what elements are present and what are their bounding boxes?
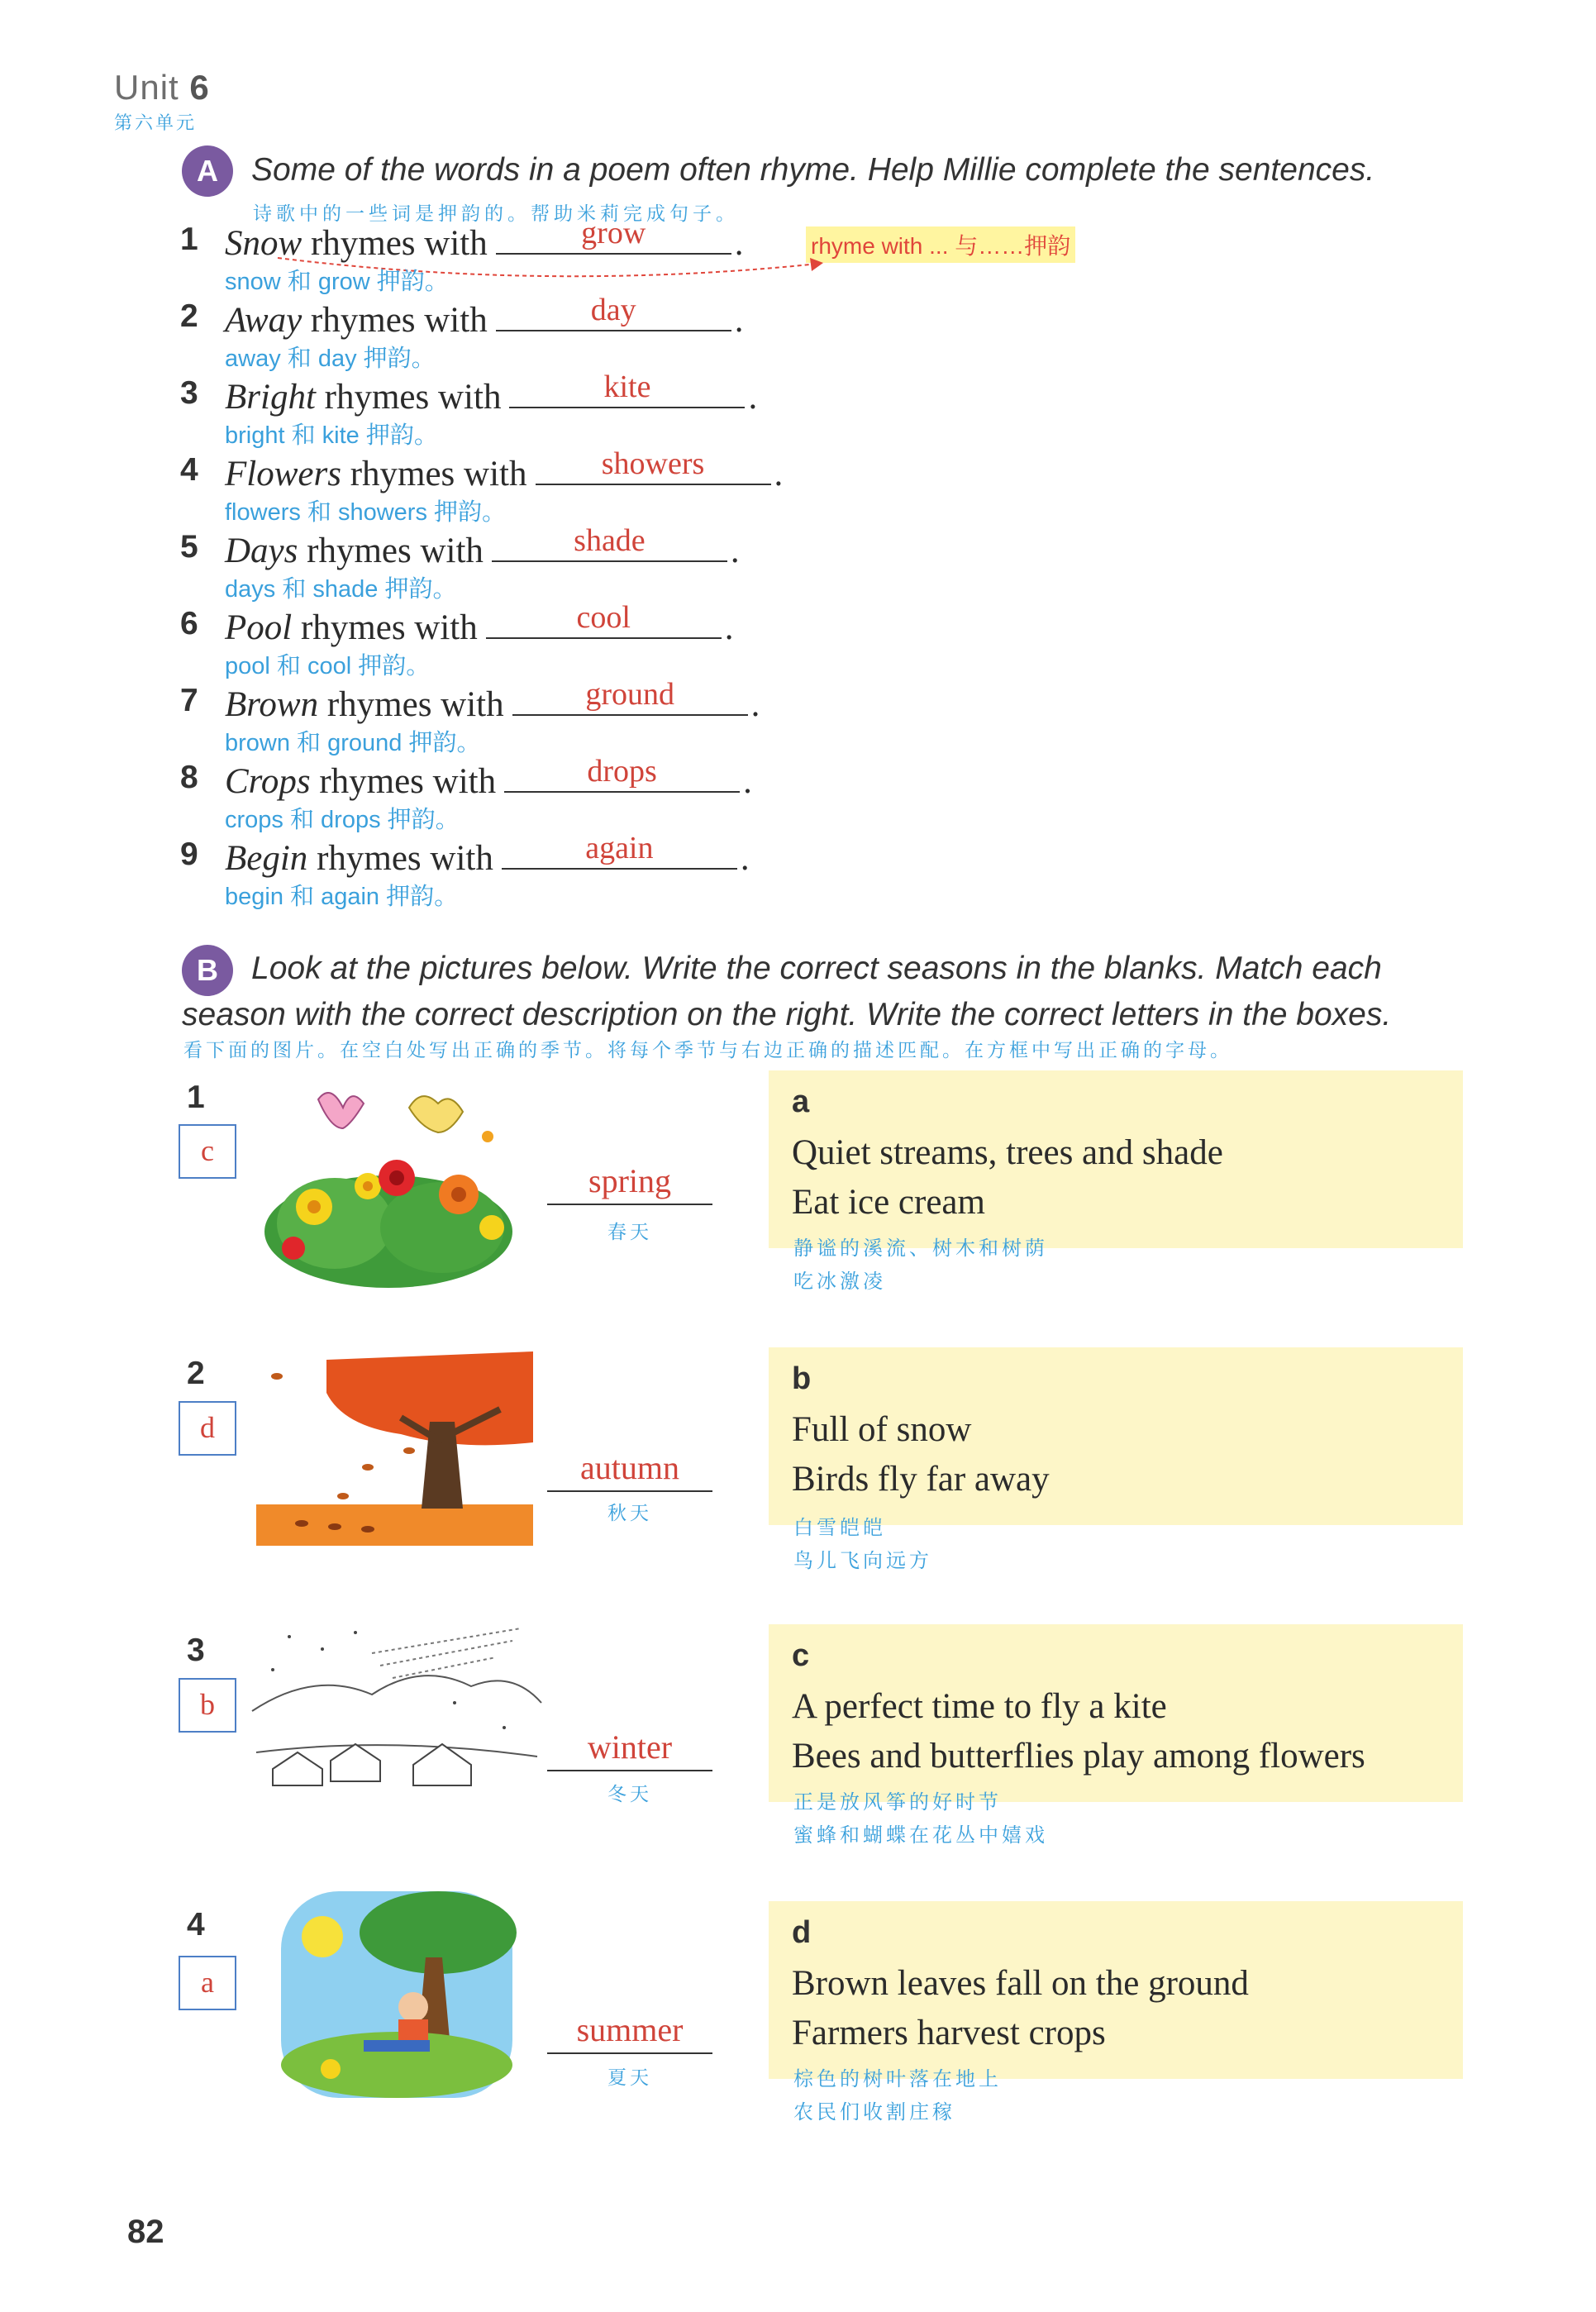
question-sentence — [225, 677, 760, 725]
question-sentence — [225, 293, 744, 341]
answer-text: day — [590, 293, 636, 327]
question-translation: crops 和 drops 押韵。 — [225, 807, 460, 833]
question-9 — [180, 831, 924, 913]
question-2 — [180, 293, 924, 374]
question-sentence — [225, 600, 734, 648]
description-line: Quiet streams, trees and shade — [792, 1133, 1223, 1172]
question-word: Bright — [225, 378, 316, 417]
page-number: 82 — [127, 2214, 164, 2250]
question-number: 9 — [180, 837, 198, 872]
description-zh: 静谧的溪流、树木和树荫 — [793, 1237, 1048, 1260]
winter-picture — [248, 1620, 545, 1802]
description-zh: 鸟儿飞向远方 — [793, 1549, 932, 1572]
description-zh: 白雪皑皑 — [793, 1516, 886, 1539]
question-7 — [180, 677, 924, 759]
description-zh: 正是放风筝的好时节 — [793, 1790, 1002, 1814]
answer-text: showers — [601, 446, 705, 481]
answer-text: cool — [576, 600, 631, 635]
answer-blank[interactable] — [486, 600, 722, 639]
rhyme-note: rhyme with ... 与……押韵 — [806, 226, 1075, 263]
section-b-badge: B — [182, 945, 233, 996]
answer-blank[interactable] — [496, 293, 731, 331]
question-translation: days 和 shade 押韵。 — [225, 576, 457, 603]
description-zh: 蜜蜂和蝴蝶在花丛中嬉戏 — [793, 1823, 1048, 1847]
question-translation: begin 和 again 押韵。 — [225, 884, 459, 910]
question-translation: flowers 和 showers 押韵。 — [225, 499, 507, 526]
question-sentence — [225, 446, 784, 494]
season-chinese: 冬天 — [607, 1784, 652, 1805]
question-8 — [180, 754, 924, 836]
question-translation: brown 和 ground 押韵。 — [225, 730, 481, 756]
description-letter: b — [792, 1361, 812, 1396]
rhymes-with: rhymes with — [310, 224, 488, 263]
item-number: 1 — [187, 1080, 205, 1115]
question-translation: pool 和 cool 押韵。 — [225, 653, 431, 679]
description-line: Bees and butterflies play among flowers — [792, 1737, 1365, 1776]
question-number: 7 — [180, 683, 198, 718]
question-number: 8 — [180, 760, 198, 795]
period: . — [734, 301, 744, 340]
section-a-instruction: Some of the words in a poem often rhyme. Help Millie complete the sentences. — [251, 152, 1375, 188]
period: . — [750, 685, 760, 724]
description-line: Full of snow — [792, 1410, 972, 1449]
question-sentence — [225, 523, 740, 571]
question-number: 3 — [180, 375, 198, 411]
answer-text: drops — [587, 754, 657, 789]
question-4 — [180, 446, 924, 528]
rhymes-with: rhymes with — [307, 532, 484, 570]
question-word: Brown — [225, 685, 319, 724]
section-b-instruction-zh: 看下面的图片。在空白处写出正确的季节。将每个季节与右边正确的描述匹配。在方框中写出正确的字母。 — [183, 1040, 1232, 1061]
question-translation: snow 和 grow 押韵。 — [225, 269, 449, 295]
rhymes-with: rhymes with — [324, 378, 502, 417]
season-answer[interactable]: spring — [547, 1161, 712, 1205]
question-number: 2 — [180, 298, 198, 334]
question-translation: bright 和 kite 押韵。 — [225, 422, 438, 449]
description-line: Eat ice cream — [792, 1183, 985, 1222]
description-line: Birds fly far away — [792, 1460, 1050, 1499]
season-answer[interactable]: summer — [547, 2010, 712, 2054]
period: . — [724, 608, 734, 647]
answer-box[interactable]: b — [179, 1678, 236, 1733]
summer-picture — [273, 1883, 521, 2106]
item-number: 3 — [187, 1633, 205, 1668]
season-answer[interactable]: winter — [547, 1728, 712, 1771]
answer-box[interactable]: d — [179, 1401, 236, 1456]
question-word: Snow — [225, 224, 303, 263]
spring-picture — [252, 1083, 525, 1289]
answer-blank[interactable] — [492, 523, 727, 562]
unit-chinese: 第六单元 — [114, 113, 198, 134]
autumn-picture — [252, 1343, 537, 1550]
season-chinese: 春天 — [607, 1222, 652, 1243]
question-sentence — [225, 216, 744, 264]
description-zh: 吃冰激凌 — [793, 1270, 886, 1293]
answer-blank[interactable] — [536, 446, 771, 485]
description-line: A perfect time to fly a kite — [792, 1687, 1167, 1726]
description-zh: 棕色的树叶落在地上 — [793, 2067, 1002, 2090]
description-letter: d — [792, 1915, 812, 1950]
section-b-instruction-line2: season with the correct description on the right. Write the correct letters in the boxes. — [182, 997, 1392, 1032]
season-answer[interactable]: autumn — [547, 1448, 712, 1492]
item-number: 4 — [187, 1907, 205, 1943]
unit-number: 6 — [189, 68, 210, 107]
question-number: 5 — [180, 529, 198, 565]
description-line: Farmers harvest crops — [792, 2014, 1106, 2052]
question-number: 1 — [180, 222, 198, 257]
question-number: 6 — [180, 606, 198, 641]
section-b-instruction-line1: Look at the pictures below. Write the correct seasons in the blanks. Match each — [251, 951, 1382, 986]
unit-label: Unit — [114, 68, 179, 107]
rhymes-with: rhymes with — [326, 685, 504, 724]
answer-box[interactable]: c — [179, 1124, 236, 1179]
question-translation: away 和 day 押韵。 — [225, 346, 436, 372]
period: . — [774, 455, 784, 493]
period: . — [734, 224, 744, 263]
answer-blank[interactable] — [502, 831, 737, 870]
period: . — [730, 532, 740, 570]
answer-box[interactable]: a — [179, 1956, 236, 2010]
question-1 — [180, 216, 924, 298]
question-3 — [180, 369, 924, 451]
answer-text: kite — [603, 369, 651, 404]
period: . — [740, 839, 750, 878]
question-sentence — [225, 369, 758, 417]
description-letter: c — [792, 1638, 810, 1673]
answer-blank[interactable] — [496, 216, 731, 255]
period: . — [743, 762, 752, 801]
rhymes-with: rhymes with — [300, 608, 478, 647]
item-number: 2 — [187, 1356, 205, 1391]
rhymes-with: rhymes with — [319, 762, 497, 801]
question-word: Away — [225, 301, 303, 340]
rhymes-with: rhymes with — [350, 455, 527, 493]
question-sentence — [225, 754, 752, 802]
answer-blank[interactable] — [504, 754, 740, 793]
question-word: Flowers — [225, 455, 341, 493]
question-word: Days — [225, 532, 298, 570]
question-6 — [180, 600, 924, 682]
answer-text: again — [585, 831, 654, 865]
description-zh: 农民们收割庄稼 — [793, 2100, 955, 2124]
season-chinese: 秋天 — [607, 1503, 652, 1524]
answer-text: ground — [585, 677, 674, 712]
season-chinese: 夏天 — [607, 2067, 652, 2089]
question-number: 4 — [180, 452, 198, 488]
description-line: Brown leaves fall on the ground — [792, 1964, 1249, 2003]
answer-blank[interactable] — [509, 369, 745, 408]
answer-text: grow — [581, 216, 646, 250]
question-sentence — [225, 831, 750, 879]
rhymes-with: rhymes with — [310, 301, 488, 340]
question-word: Pool — [225, 608, 293, 647]
question-5 — [180, 523, 924, 605]
description-letter: a — [792, 1084, 810, 1119]
question-word: Begin — [225, 839, 308, 878]
answer-blank[interactable] — [512, 677, 748, 716]
section-a-badge: A — [182, 145, 233, 197]
period: . — [748, 378, 758, 417]
answer-text: shade — [574, 523, 646, 558]
unit-title — [114, 68, 210, 107]
question-word: Crops — [225, 762, 311, 801]
rhymes-with: rhymes with — [317, 839, 493, 878]
section-a-instruction-zh: 诗歌中的一些词是押韵的。帮助米莉完成句子。 — [253, 203, 739, 225]
